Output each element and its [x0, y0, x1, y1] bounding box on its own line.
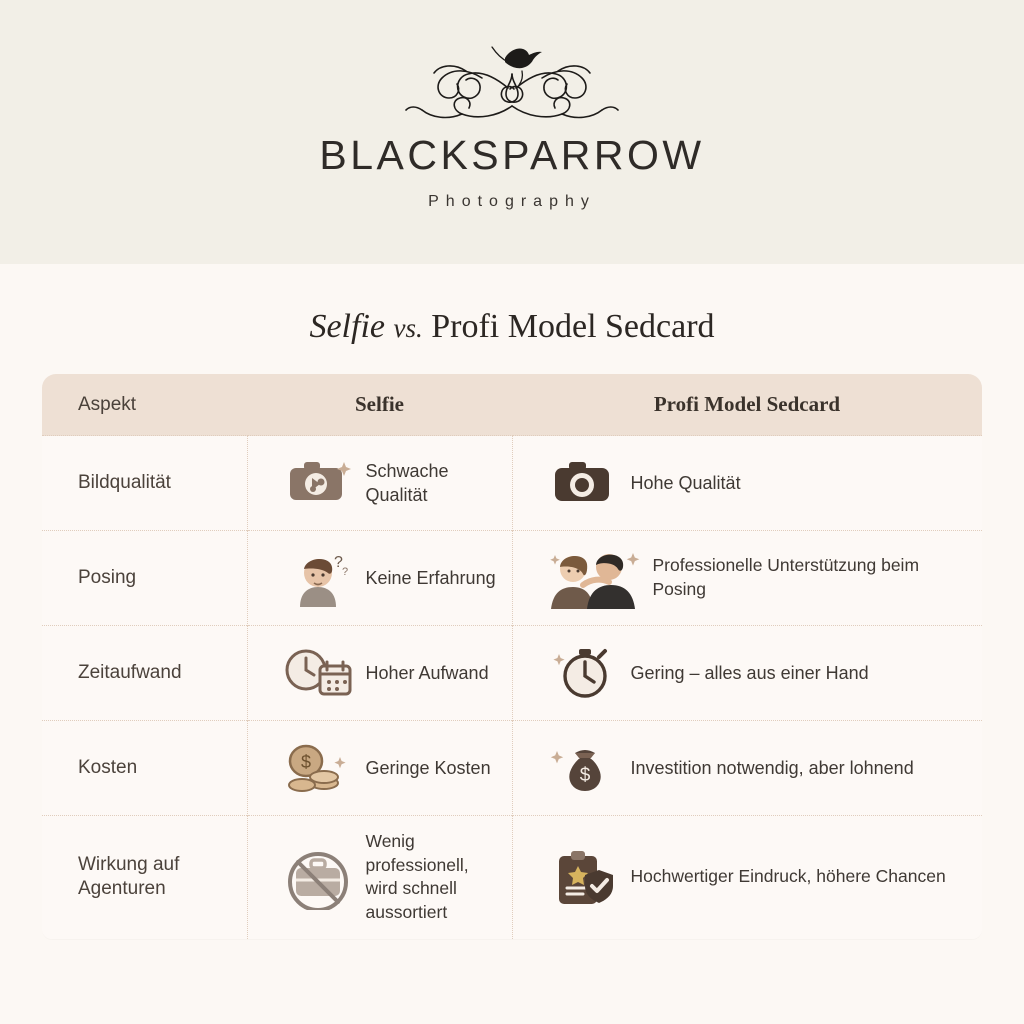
comparison-table: [42, 374, 982, 939]
row-pro-text: Professionelle Unterstützung beim Posing: [652, 555, 920, 599]
row-selfie-cell: [247, 816, 512, 939]
svg-text:$: $: [300, 752, 311, 772]
svg-text:$: $: [579, 765, 590, 786]
no-briefcase-icon: [282, 844, 356, 910]
table-row: [42, 531, 982, 626]
couple-posing-icon: [547, 545, 643, 611]
table-row: [42, 816, 982, 939]
row-selfie-text: Geringe Kosten: [365, 757, 491, 778]
row-pro-text: Gering – alles aus einer Hand: [630, 662, 869, 683]
row-pro-cell: [512, 721, 982, 816]
table-row: [42, 436, 982, 531]
stopwatch-icon: [547, 640, 621, 706]
broken-camera-icon: [282, 450, 356, 516]
table-row: [42, 626, 982, 721]
row-pro-cell: [512, 626, 982, 721]
row-aspect-label: Posing: [42, 531, 247, 626]
camera-icon: [547, 450, 621, 516]
row-selfie-text: Schwache Qualität: [365, 460, 449, 505]
table-header-row: [42, 374, 982, 436]
row-selfie-cell: [247, 721, 512, 816]
row-pro-cell: [512, 531, 982, 626]
row-aspect-label: Kosten: [42, 721, 247, 816]
coins-icon: [282, 735, 356, 801]
row-pro-cell: [512, 816, 982, 939]
svg-text:?: ?: [341, 566, 348, 578]
row-pro-text: Hohe Qualität: [630, 472, 741, 493]
brand-name: BLACKSPARROW: [319, 132, 705, 178]
row-selfie-cell: [247, 531, 512, 626]
brand-tagline: Photography: [428, 193, 596, 210]
row-pro-text: Hochwertiger Eindruck, höhere Chancen: [630, 866, 946, 887]
page-title: [0, 308, 1024, 346]
row-pro-text: Investition notwendig, aber lohnend: [630, 757, 914, 778]
row-pro-cell: [512, 436, 982, 531]
row-selfie-text: Hoher Aufwand: [365, 662, 489, 683]
money-bag-icon: [547, 735, 621, 801]
svg-text:?: ?: [333, 554, 343, 571]
confused-person-icon: [282, 545, 356, 611]
table-row: [42, 721, 982, 816]
header-pro: Profi Model Sedcard: [512, 374, 982, 436]
title-part-vs: vs.: [393, 313, 423, 343]
header-selfie: Selfie: [247, 374, 512, 436]
row-aspect-label: Wirkung auf Agenturen: [42, 816, 247, 939]
row-aspect-label: Bildqualität: [42, 436, 247, 531]
row-selfie-text: Keine Erfahrung: [365, 567, 496, 588]
title-part-selfie: Selfie: [309, 308, 385, 345]
certificate-shield-icon: [547, 844, 621, 910]
row-aspect-label: Zeitaufwand: [42, 626, 247, 721]
header-aspect: Aspekt: [42, 374, 247, 436]
clock-calendar-icon: [282, 640, 356, 706]
logo-header: [0, 0, 1024, 264]
bird-flourish-logo-icon: [362, 34, 662, 130]
title-part-pro: Profi Model Sedcard: [431, 308, 715, 345]
row-selfie-cell: [247, 436, 512, 531]
row-selfie-text: Wenig professionell, wird schnell aussortiert: [365, 831, 469, 922]
row-selfie-cell: [247, 626, 512, 721]
